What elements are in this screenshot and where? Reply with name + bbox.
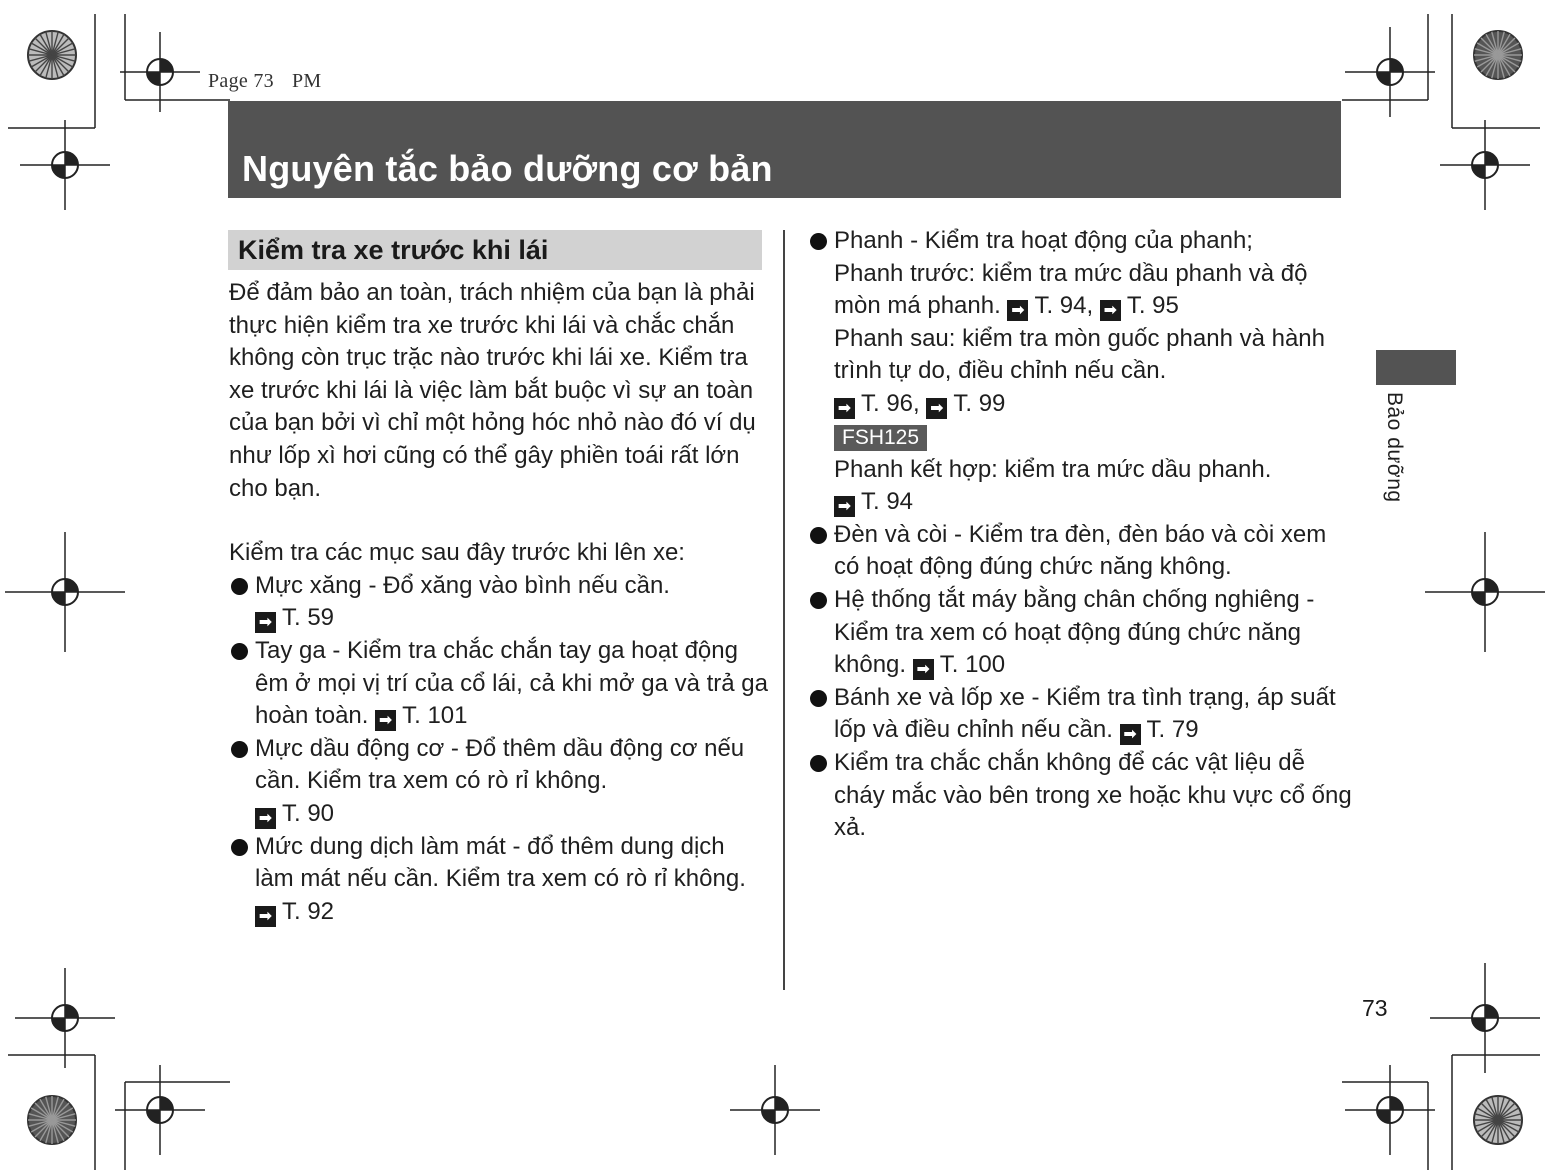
registration-mark-icon	[1345, 1065, 1435, 1155]
bullet-icon	[231, 578, 248, 595]
chapter-side-tab	[1376, 350, 1456, 385]
bullet-icon	[231, 643, 248, 660]
page-ref: T. 100	[939, 651, 1006, 679]
page-ref: T. 95	[1126, 292, 1179, 320]
registration-mark-icon	[1440, 120, 1530, 210]
registration-mark-icon	[5, 532, 125, 652]
intro-paragraph: Để đảm bảo an toàn, trách nhiệm của bạn là phải thực hiện kiểm tra xe trước khi lái và chắc chắn không còn trục trặc nào trước khi lái xe. Kiểm tra xe trước khi lái là việc làm bắt buộc vì sự an toàn của bạn bởi vì chỉ một hỏng hóc nhỏ nào đó ví dụ như lốp xì hơi cũng có thể gây phiền toái rất lớn cho bạn.	[229, 279, 756, 502]
item-text: Mực xăng - Đổ xăng vào bình nếu cần.	[255, 571, 670, 599]
list-item	[808, 584, 1353, 682]
registration-mark-icon	[120, 32, 200, 112]
bullet-icon	[231, 741, 248, 758]
section-heading-box	[228, 230, 762, 270]
bullet-icon	[810, 233, 827, 250]
list-item	[808, 519, 1353, 584]
page-ref-arrow-icon: ➡	[255, 612, 276, 633]
page-ref: T. 94	[861, 488, 914, 516]
color-target-icon	[28, 1096, 76, 1144]
page-ref: T. 59	[282, 604, 335, 632]
list-item-brake	[808, 225, 1353, 519]
bullet-icon	[231, 839, 248, 856]
item-text: Mực dầu động cơ - Đổ thêm dầu động cơ nếu cần. Kiểm tra xem có rò rỉ không.	[255, 734, 745, 795]
page-ref: T. 79	[1146, 716, 1199, 744]
right-column	[808, 225, 1353, 845]
page-ref-arrow-icon: ➡	[834, 496, 855, 517]
page-slug	[208, 70, 322, 93]
list-item	[229, 733, 769, 831]
chapter-side-label: Bảo dưỡng	[1383, 392, 1406, 503]
page-ref: T. 90	[282, 799, 335, 827]
left-column	[229, 277, 769, 928]
page-ref: T. 94,	[1034, 292, 1094, 320]
list-item	[229, 635, 769, 733]
color-target-icon	[28, 31, 76, 79]
registration-mark-icon	[730, 1065, 820, 1155]
item-text: Tay ga - Kiểm tra chắc chắn tay ga hoạt động êm ở mọi vị trí của cổ lái, cả khi mở ga và trả ga hoàn toàn.	[255, 636, 768, 730]
left-checklist	[229, 570, 769, 929]
page-ref: T. 101	[402, 702, 468, 730]
item-text: Mức dung dịch làm mát - đổ thêm dung dịch làm mát nếu cần. Kiểm tra xem có rò rỉ không.	[255, 832, 746, 893]
page-ref-arrow-icon: ➡	[834, 398, 855, 419]
registration-mark-icon	[15, 968, 115, 1068]
chapter-title-bar	[228, 101, 1341, 198]
list-item	[229, 831, 769, 929]
bullet-icon	[810, 592, 827, 609]
list-item	[808, 747, 1353, 845]
registration-mark-icon	[115, 1065, 205, 1155]
registration-mark-icon	[1430, 963, 1540, 1073]
brake-front: Phanh trước: kiểm tra mức dầu phanh và độ mòn má phanh.	[834, 259, 1308, 320]
registration-mark-icon	[20, 120, 110, 210]
page-ref-arrow-icon: ➡	[375, 710, 396, 731]
bullet-icon	[810, 527, 827, 544]
chapter-title: Nguyên tắc bảo dưỡng cơ bản	[242, 148, 773, 189]
brake-combined: Phanh kết hợp: kiểm tra mức dầu phanh.	[834, 455, 1272, 483]
checklist-intro: Kiểm tra các mục sau đây trước khi lên xe:	[229, 539, 685, 567]
column-divider	[783, 230, 785, 990]
brake-rear: Phanh sau: kiểm tra mòn guốc phanh và hành trình tự do, điều chỉnh nếu cần.	[834, 324, 1325, 385]
slug-page: Page 73	[208, 70, 274, 92]
page-ref-arrow-icon: ➡	[255, 808, 276, 829]
page-ref-arrow-icon: ➡	[926, 398, 947, 419]
right-checklist	[808, 225, 1353, 845]
model-badge: FSH125	[834, 425, 927, 451]
registration-mark-icon	[1425, 532, 1545, 652]
page-ref-arrow-icon: ➡	[255, 906, 276, 927]
page-ref-arrow-icon: ➡	[1120, 724, 1141, 745]
page-ref-arrow-icon: ➡	[913, 659, 934, 680]
registration-mark-icon	[1345, 27, 1435, 117]
brake-lead: Phanh - Kiểm tra hoạt động của phanh;	[834, 227, 1253, 254]
item-text: Kiểm tra chắc chắn không để các vật liệu dễ cháy mắc vào bên trong xe hoặc khu vực cổ ống xả.	[834, 748, 1352, 842]
color-target-icon	[1474, 1096, 1522, 1144]
list-item	[808, 682, 1353, 747]
item-text: Đèn và còi - Kiểm tra đèn, đèn báo và còi xem có hoạt động đúng chức năng không.	[834, 520, 1327, 581]
page-number: 73	[1362, 995, 1388, 1021]
bullet-icon	[810, 755, 827, 772]
page-ref-arrow-icon: ➡	[1100, 300, 1121, 321]
page-ref: T. 99	[953, 389, 1006, 417]
page-ref: T. 96,	[861, 389, 920, 417]
item-text: Bánh xe và lốp xe - Kiểm tra tình trạng, áp suất lốp và điều chỉnh nếu cần.	[834, 683, 1336, 744]
list-item	[229, 570, 769, 635]
slug-time: PM	[291, 70, 322, 92]
page-ref: T. 92	[282, 897, 335, 925]
color-target-icon	[1474, 31, 1522, 79]
bullet-icon	[810, 690, 827, 707]
section-heading: Kiểm tra xe trước khi lái	[238, 235, 549, 265]
page-ref-arrow-icon: ➡	[1007, 300, 1028, 321]
item-text: Hệ thống tắt máy bằng chân chống nghiêng - Kiểm tra xem có hoạt động đúng chức năng không.	[834, 585, 1315, 679]
